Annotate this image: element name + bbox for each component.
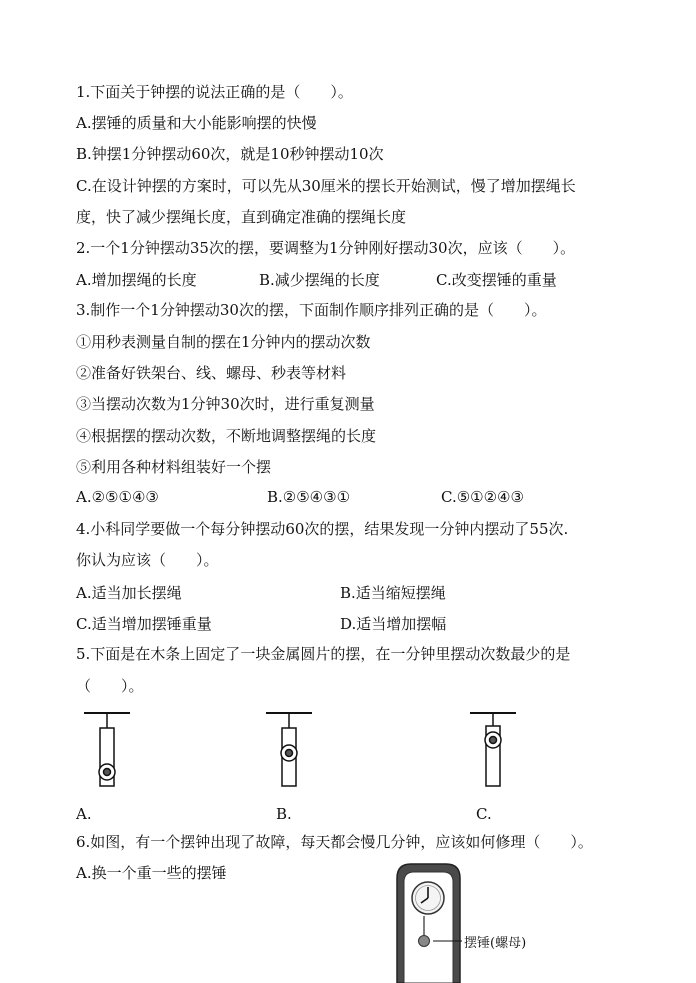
q3-step-2: ②准备好铁架台、线、螺母、秒表等材料 bbox=[76, 364, 347, 382]
q2-option-b: B.减少摆绳的长度 bbox=[259, 271, 380, 289]
q1-option-a: A.摆锤的质量和大小能影响摆的快慢 bbox=[76, 114, 317, 132]
pendulum-c-label: C. bbox=[476, 805, 492, 823]
q3-step-1: ①用秒表测量自制的摆在1分钟内的摆动次数 bbox=[76, 333, 371, 351]
q1-option-c-line1: C.在设计钟摆的方案时，可以先从30厘米的摆长开始测试，慢了增加摆绳长 bbox=[76, 177, 576, 195]
q5-stem-line1: 5.下面是在木条上固定了一块金属圆片的摆，在一分钟里摆动次数最少的是 bbox=[76, 645, 571, 663]
pendulum-a-label: A. bbox=[76, 805, 92, 823]
q2-option-a: A.增加摆绳的长度 bbox=[76, 271, 197, 289]
q3-step-4: ④根据摆的摆动次数，不断地调整摆绳的长度 bbox=[76, 427, 377, 445]
q4-option-d: D.适当增加摆幅 bbox=[340, 615, 447, 633]
q3-option-c: C.⑤①②④③ bbox=[441, 488, 524, 506]
q1-option-c-line2: 度，快了减少摆绳长度，直到确定准确的摆绳长度 bbox=[76, 208, 407, 226]
q3-step-5: ⑤利用各种材料组装好一个摆 bbox=[76, 458, 272, 476]
q4-option-a: A.适当加长摆绳 bbox=[76, 584, 182, 602]
q4-option-b: B.适当缩短摆绳 bbox=[340, 584, 446, 602]
pendulum-b bbox=[266, 713, 312, 786]
pendulum-clock-illustration bbox=[397, 864, 462, 983]
q1-stem: 1.下面关于钟摆的说法正确的是（ ）。 bbox=[76, 83, 353, 101]
q6-option-a: A.换一个重一些的摆锤 bbox=[76, 864, 227, 882]
q6-stem: 6.如图，有一个摆钟出现了故障，每天都会慢几分钟，应该如何修理（ ）。 bbox=[76, 833, 593, 851]
q3-stem: 3.制作一个1分钟摆动30次的摆，下面制作顺序排列正确的是（ ）。 bbox=[76, 301, 547, 319]
q2-stem: 2.一个1分钟摆动35次的摆，要调整为1分钟刚好摆动30次，应该（ ）。 bbox=[76, 239, 576, 257]
q1-option-b: B.钟摆1分钟摆动60次，就是10秒钟摆动10次 bbox=[76, 145, 384, 163]
pendulum-c bbox=[470, 713, 516, 786]
pendulum-a bbox=[84, 713, 130, 786]
pendulum-b-label: B. bbox=[276, 805, 292, 823]
q3-step-3: ③当摆动次数为1分钟30次时，进行重复测量 bbox=[76, 395, 375, 413]
q4-stem-line1: 4.小科同学要做一个每分钟摆动60次的摆，结果发现一分钟内摆动了55次. bbox=[76, 520, 569, 538]
q5-stem-line2: （ ）。 bbox=[76, 677, 144, 695]
q4-stem-line2: 你认为应该（ ）。 bbox=[76, 551, 219, 569]
q2-option-c: C.改变摆锤的重量 bbox=[436, 271, 557, 289]
q3-option-a: A.②⑤①④③ bbox=[76, 488, 159, 506]
q3-option-b: B.②⑤④③① bbox=[267, 488, 351, 506]
clock-pendulum-label: 摆锤(螺母) bbox=[464, 936, 527, 951]
q4-option-c: C.适当增加摆锤重量 bbox=[76, 615, 212, 633]
